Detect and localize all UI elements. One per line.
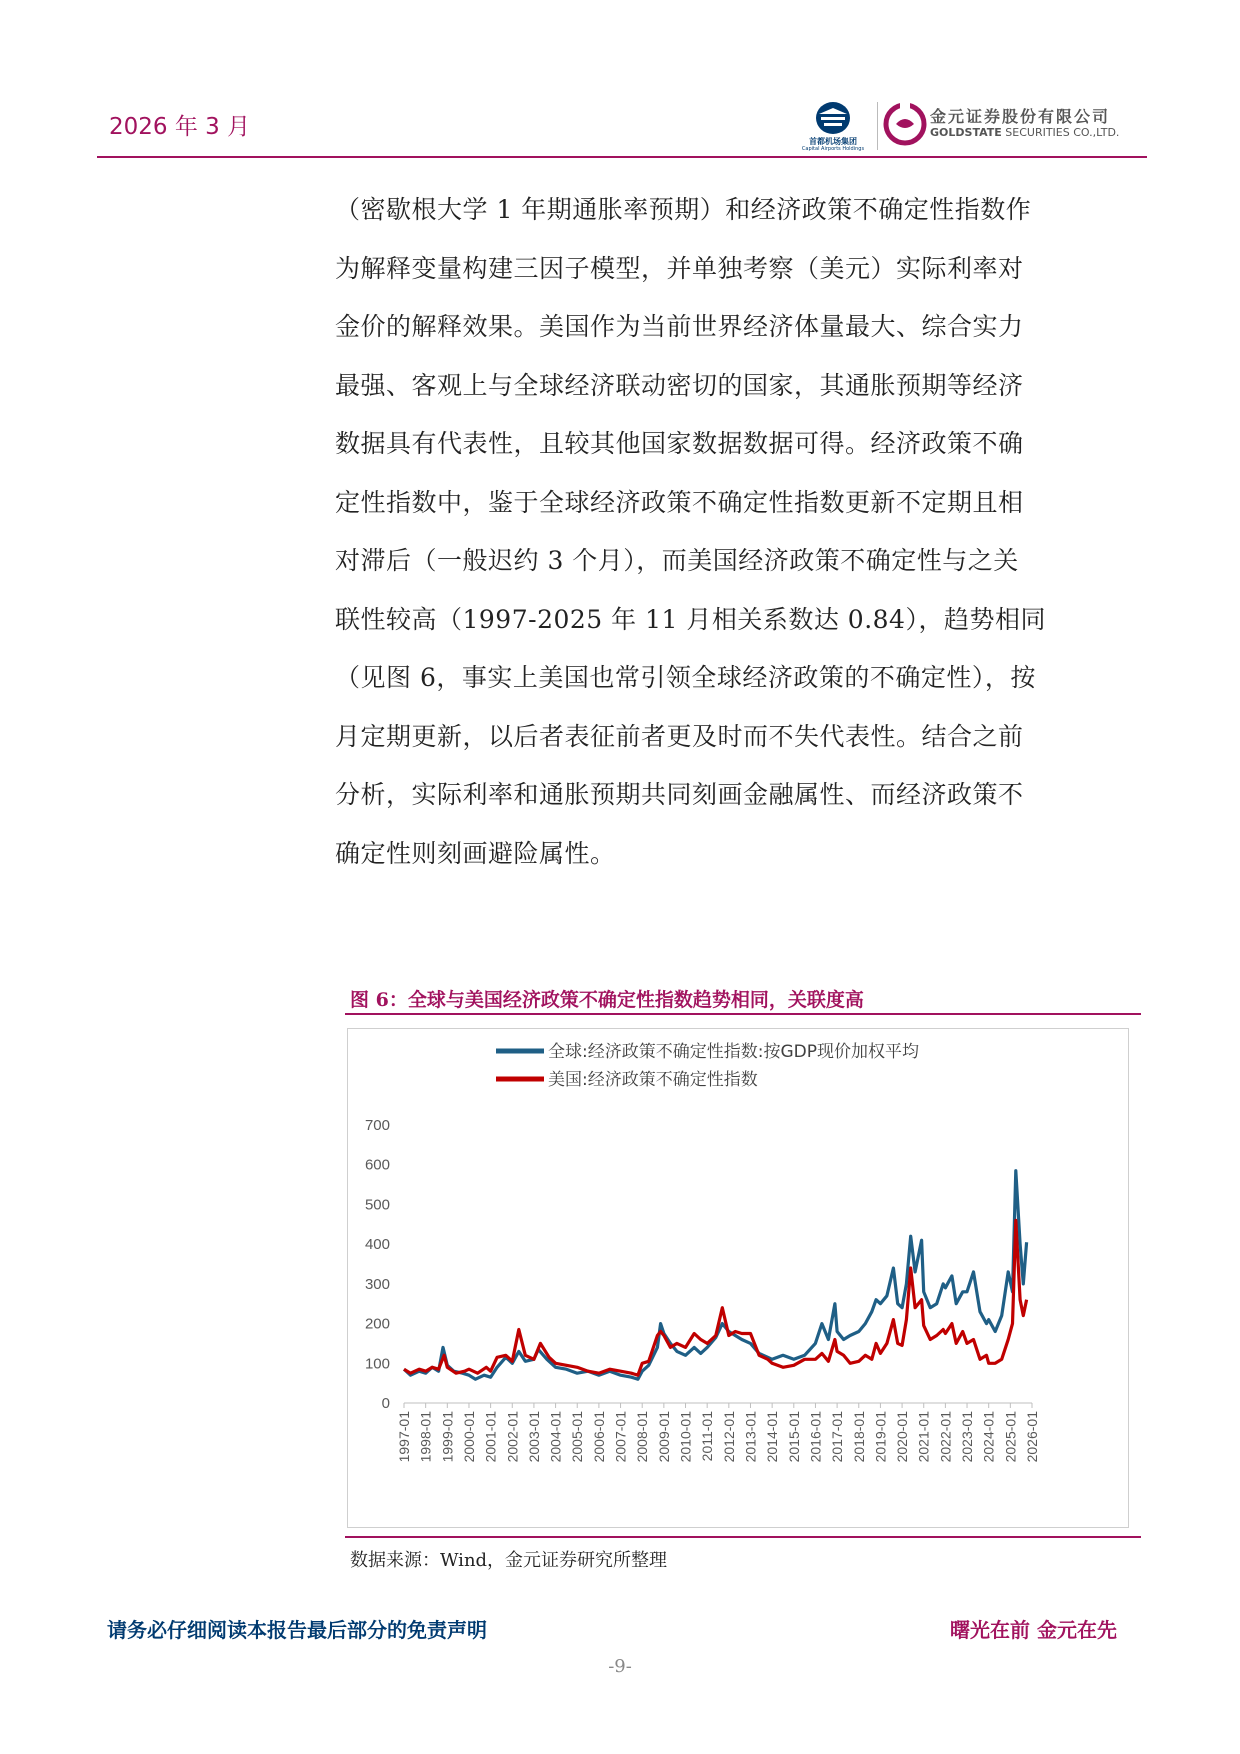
body-line: 数据具有代表性，且较其他国家数据数据可得。经济政策不确 [335, 429, 1024, 458]
epu-line-chart [348, 1029, 1128, 1527]
figure-source: 数据来源：Wind，金元证券研究所整理 [350, 1550, 668, 1571]
body-line: （密歇根大学 1 年期通胀率预期）和经济政策不确定性指数作 [335, 195, 1032, 224]
page-header [97, 96, 1147, 160]
body-line: 为解释变量构建三因子模型，并单独考察（美元）实际利率对 [335, 253, 1024, 283]
capital-airports-caption-en: Capital Airports Holdings [801, 146, 865, 152]
y-tick-label: 0 [381, 1395, 390, 1412]
x-tick-label: 2012-01 [720, 1411, 737, 1463]
y-tick-label: 400 [364, 1236, 390, 1254]
body-line: 分析，实际利率和通胀预期共同刻画金融属性、而经济政策不 [335, 780, 1024, 809]
x-tick-label: 2007-01 [612, 1411, 629, 1463]
body-line: 金价的解释效果。美国作为当前世界经济体量最大、综合实力 [335, 312, 1024, 341]
chart-frame [347, 1028, 1129, 1528]
x-tick-label: 2020-01 [894, 1411, 911, 1463]
x-tick-label: 2005-01 [569, 1411, 586, 1463]
goldstate-name-cn: 金元证券股份有限公司 [930, 107, 1111, 126]
report-date: 2026 年 3 月 [109, 114, 251, 140]
legend-label: 全球:经济政策不确定性指数:按GDP现价加权平均 [548, 1042, 919, 1062]
x-tick-label: 2026-01 [1024, 1411, 1040, 1463]
goldstate-name-en [930, 126, 1119, 139]
figure-bottom-rule [345, 1536, 1141, 1538]
x-tick-label: 1997-01 [396, 1411, 412, 1463]
body-line: 对滞后（一般迟约 3 个月），而美国经济政策不确定性与之关 [335, 546, 1019, 575]
x-tick-label: 2001-01 [482, 1411, 499, 1463]
legend-label: 美国:经济政策不确定性指数 [548, 1070, 758, 1090]
y-tick-label: 100 [364, 1355, 390, 1373]
body-line: 定性指数中，鉴于全球经济政策不确定性指数更新不定期且相 [335, 487, 1024, 517]
y-tick-label: 200 [364, 1315, 390, 1333]
body-line: 联性较高（1997-2025 年 11 月相关系数达 0.84），趋势相同 [335, 604, 1046, 634]
x-tick-label: 2025-01 [1002, 1411, 1019, 1463]
footer-slogan: 曙光在前 金元在先 [950, 1618, 1117, 1642]
body-line: 最强、客观上与全球经济联动密切的国家，其通胀预期等经济 [335, 370, 1024, 400]
x-tick-label: 2002-01 [504, 1411, 521, 1463]
x-tick-label: 2013-01 [742, 1411, 759, 1463]
y-tick-label: 700 [364, 1117, 390, 1134]
x-tick-label: 2010-01 [677, 1411, 694, 1463]
y-tick-label: 600 [364, 1156, 390, 1174]
x-tick-label: 2019-01 [872, 1411, 889, 1463]
x-tick-label: 2008-01 [634, 1411, 651, 1463]
page-number: -9- [608, 1656, 632, 1677]
x-tick-label: 2023-01 [959, 1411, 976, 1463]
figure-top-rule [345, 1013, 1141, 1015]
x-tick-label: 1999-01 [439, 1411, 456, 1463]
body-line: 月定期更新，以后者表征前者更及时而不失代表性。结合之前 [335, 721, 1024, 751]
x-tick-label: 2021-01 [915, 1411, 932, 1463]
x-tick-label: 2003-01 [525, 1411, 542, 1463]
global-epu-series-line [404, 1171, 1027, 1380]
capital-airports-logo [795, 100, 871, 152]
x-tick-label: 2015-01 [785, 1411, 802, 1463]
footer-disclaimer: 请务必仔细阅读本报告最后部分的免责声明 [107, 1618, 487, 1642]
x-tick-label: 2006-01 [590, 1411, 607, 1463]
us-epu-series-line [404, 1220, 1027, 1375]
body-line: （见图 6，事实上美国也常引领全球经济政策的不确定性），按 [335, 663, 1036, 692]
goldstate-name-en-bold: GOLDSTATE [930, 126, 1002, 139]
capital-airports-logo-icon [795, 100, 871, 136]
x-tick-label: 2022-01 [937, 1411, 954, 1463]
logo-divider [877, 102, 878, 150]
body-line: 确定性则刻画避险属性。 [335, 838, 616, 868]
x-tick-label: 2011-01 [699, 1411, 716, 1462]
x-tick-label: 2017-01 [829, 1411, 846, 1463]
x-tick-label: 2018-01 [850, 1411, 867, 1463]
y-tick-label: 300 [364, 1275, 390, 1293]
x-tick-label: 2016-01 [807, 1411, 824, 1463]
body-paragraph [335, 190, 1135, 892]
x-tick-label: 2000-01 [460, 1411, 477, 1463]
x-tick-label: 2014-01 [764, 1411, 781, 1463]
capital-airports-caption-cn: 首都机场集团 [809, 137, 857, 146]
x-tick-label: 1998-01 [417, 1411, 434, 1463]
x-tick-label: 2024-01 [980, 1411, 997, 1463]
x-tick-label: 2004-01 [547, 1411, 564, 1463]
goldstate-logo-icon [883, 102, 927, 146]
goldstate-name-en-rest: SECURITIES CO.,LTD. [1005, 126, 1120, 139]
x-tick-label: 2009-01 [655, 1411, 672, 1463]
y-tick-label: 500 [364, 1196, 390, 1214]
header-divider [97, 156, 1147, 158]
figure-title: 图 6：全球与美国经济政策不确定性指数趋势相同，关联度高 [350, 989, 864, 1011]
